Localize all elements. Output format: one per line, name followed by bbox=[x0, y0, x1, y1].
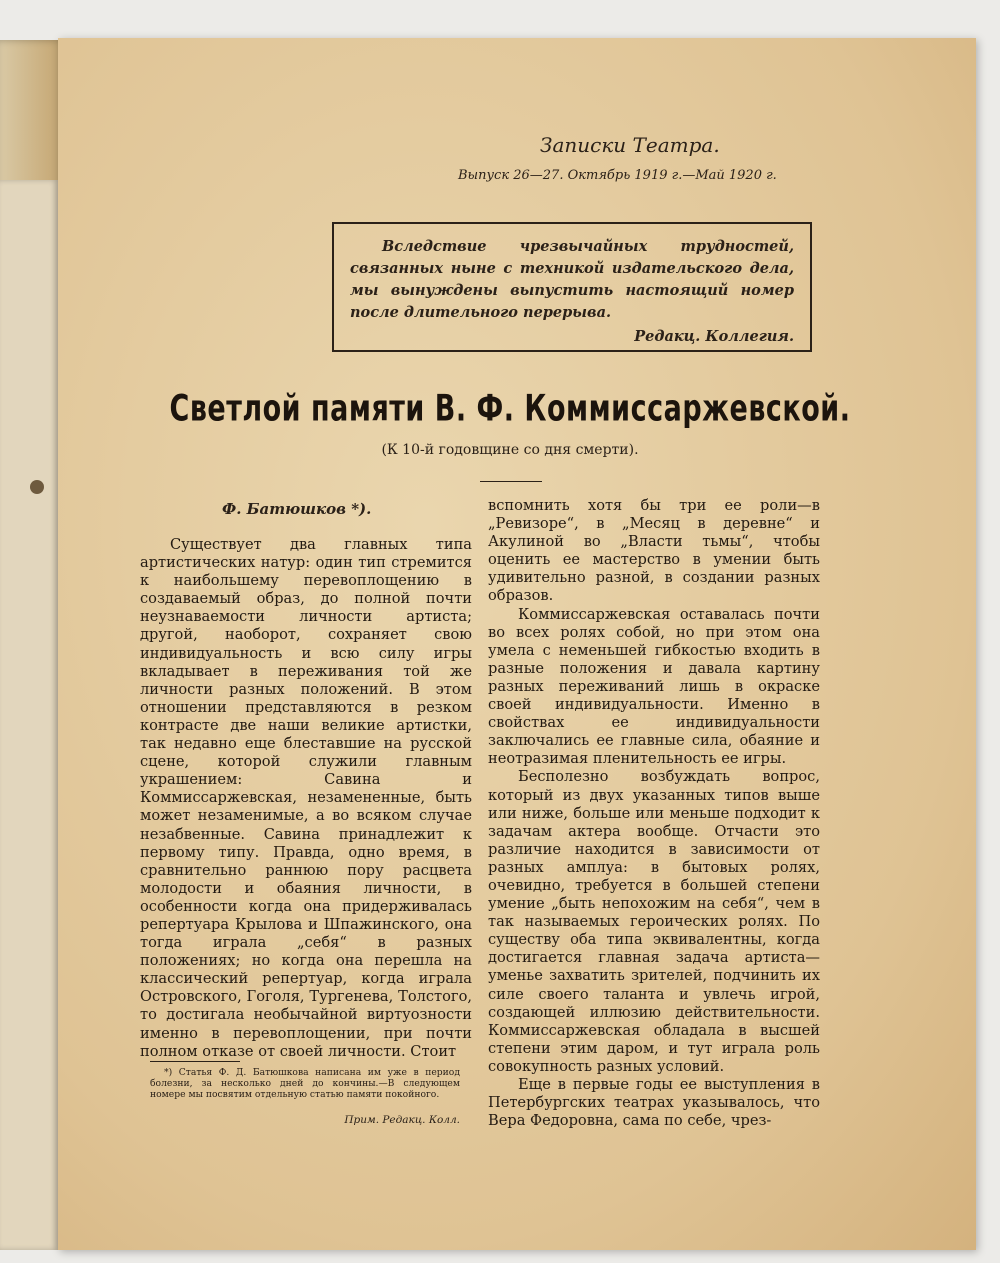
left-text-column bbox=[140, 536, 472, 1061]
paragraph: Коммиссаржевская оставалась почти во всех ролях собой, но при этом она умела с неменьшей гибкостью входить в разные положения и давала картину разных переживаний лишь в окраске своей индивидуальности. Именно в свойствах ее индивидуальности заключались ее главные сила, обаяние и неотразимая пленительность ее игры. bbox=[488, 605, 820, 768]
previous-page-inner-leaf bbox=[0, 180, 58, 1250]
footnote: *) Статья Ф. Д. Батюшкова написана им уже в период болезни, за несколько дней до кончины.—В следующем номере мы посвятим отдельную статью памяти покойного. bbox=[150, 1067, 460, 1100]
article-subheadline: (К 10-й годовщине со дня смерти). bbox=[381, 442, 639, 458]
paragraph: вспомнить хотя бы три ее роли—в „Ревизоре“, в „Месяц в деревне“ и Акулиной во „Власти тьмы“, чтобы оценить ее мастерство в умении быть удивительно разной, в создании разных образов. bbox=[488, 497, 820, 605]
right-text-column bbox=[488, 497, 820, 1130]
issue-line: Выпуск 26—27. Октябрь 1919 г.—Май 1920 г. bbox=[458, 168, 777, 183]
footnote-divider bbox=[150, 1061, 240, 1062]
paragraph: Существует два главных типа артистических натур: один тип стремится к наибольшему перевоплощению в создаваемый образ, до полной почти неузнаваемости личности артиста; другой, наоборот, сохраняет свою индивидуальность и всю силу игры вкладывает в переживания той же личности разных положений. В этом отношении представляются в резком контрасте две наши великие артистки, так недавно еще блеставшие на русской сцене, которой служили главным украшением: Савина и Коммиссаржевская, незамененные, быть может незаменимые, а во всяком случае незабвенные. Савина принадлежит к первому типу. Правда, одно время, в сравнительно раннюю пору расцвета молодости и обаяния личности, в особенности когда она придерживалась репертуара Крылова и Шпажинского, она тогда играла „себя“ в разных положениях; но когда она перешла на классический репертуар, когда играла Островского, Гоголя, Тургенева, Толстого, то достигала необычайной виртуозности именно в перевоплощении, при почти полном отказе от своей личности. Стоит bbox=[140, 536, 472, 1060]
editorial-notice-box bbox=[332, 222, 812, 352]
paragraph: Еще в первые годы ее выступления в Петербургских театрах указывалось, что Вера Федоровна, сама по себе, чрез- bbox=[488, 1076, 820, 1130]
editorial-notice-signature: Редакц. Коллегия. bbox=[634, 328, 794, 345]
article-headline: Светлой памяти В. Ф. Коммиссаржевской. bbox=[169, 388, 851, 430]
footnote-signature: Прим. Редакц. Колл. bbox=[344, 1114, 460, 1126]
paragraph: Бесполезно возбуждать вопрос, который из двух указанных типов выше или ниже, больше или меньше подходит к задачам актера вообще. Отчасти это различие находится в зависимости от разных амплуа: в бытовых ролях, очевидно, требуется в большей степени умение „быть непохожим на себя“, чем в так называемых героических ролях. По существу оба типа эквивалентны, когда достигается главная задача артиста—уменье захватить зрителей, подчинить их силе своего таланта и увлечь игрой, создающей иллюзию действительности. Коммиссаржевская обладала в высшей степени этим даром, и тут играла роль совокупность разных условий. bbox=[488, 768, 820, 1075]
binding-hole bbox=[30, 480, 44, 494]
journal-title: Записки Театра. bbox=[540, 133, 720, 157]
editorial-notice-text: Вследствие чрезвычайных трудностей, связанных ныне с техникой издательского дела, мы вынуждены выпустить настоящий номер после длительного перерыва. bbox=[350, 238, 794, 321]
title-divider bbox=[480, 481, 542, 482]
article-author: Ф. Батюшков *). bbox=[222, 500, 372, 518]
